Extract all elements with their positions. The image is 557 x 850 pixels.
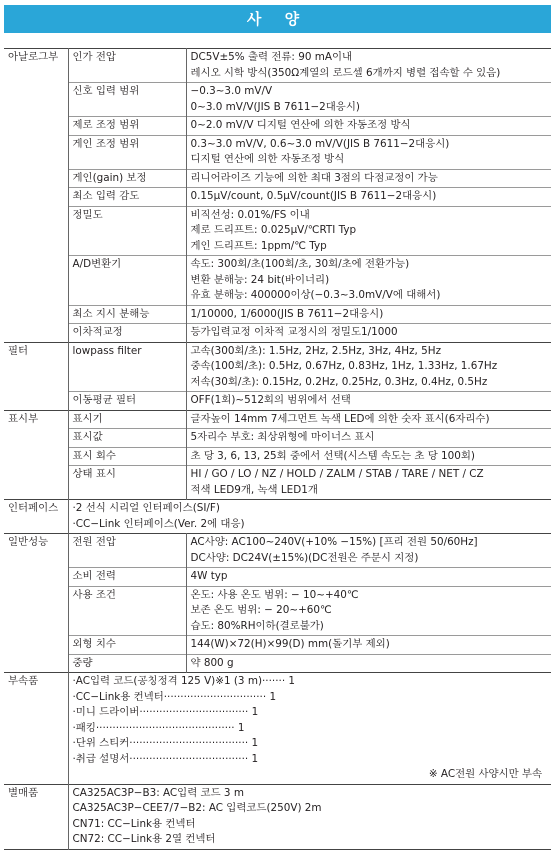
spec-value-line: ·2 선식 시리얼 인터페이스(SI/F) bbox=[72, 502, 220, 514]
spec-label: 소비 전력 bbox=[68, 568, 186, 587]
spec-value-line: CN72: CC−Link용 2열 컨넥터 bbox=[72, 833, 216, 845]
spec-label: 사용 조건 bbox=[68, 586, 186, 636]
spec-value-line: 0∼3.0 mV/V(JIS B 7611−2대응시) bbox=[190, 100, 360, 113]
spec-value bbox=[186, 135, 551, 169]
spec-value-line: −0.3∼3.0 mV/V bbox=[190, 85, 273, 97]
section-category: 별매품 bbox=[4, 784, 68, 849]
spec-value-line: ·CC−Link용 컨넥터······························· 1 bbox=[72, 690, 277, 703]
spec-row bbox=[4, 342, 551, 392]
spec-label: 표시 회수 bbox=[68, 447, 186, 466]
section-category: 아날로그부 bbox=[4, 49, 68, 343]
spec-row bbox=[4, 500, 551, 534]
spec-value-line: ·AC입력 코드(공칭정격 125 V)※1 (3 m)······· 1 bbox=[72, 675, 296, 687]
spec-value-line: CA325AC3P−CEE7/7−B2: AC 입력코드(250V) 2m bbox=[72, 802, 322, 814]
spec-row bbox=[4, 568, 551, 587]
spec-value-line: 제로 드리프트: 0.025μV/℃RTI Typ bbox=[190, 224, 357, 236]
spec-label: 이동평균 필터 bbox=[68, 392, 186, 411]
footnote: ※ AC전원 사양시만 부속 bbox=[428, 768, 542, 780]
page-title: 사 양 bbox=[4, 5, 551, 33]
spec-label: 최소 지시 분해능 bbox=[68, 305, 186, 324]
spec-table bbox=[4, 48, 551, 850]
spec-value bbox=[186, 636, 551, 655]
spec-row bbox=[4, 654, 551, 673]
spec-row bbox=[4, 636, 551, 655]
spec-row bbox=[4, 534, 551, 568]
spec-label: 신호 입력 범위 bbox=[68, 83, 186, 117]
spec-value-line: 게인 드리프트: 1ppm/℃ Typ bbox=[190, 239, 327, 252]
spec-value bbox=[186, 568, 551, 587]
spec-value bbox=[186, 324, 551, 343]
section-category: 필터 bbox=[4, 342, 68, 410]
spec-value-line: 고속(300회/초): 1.5Hz, 2Hz, 2.5Hz, 3Hz, 4Hz, 5Hz bbox=[190, 344, 442, 357]
spec-row bbox=[4, 447, 551, 466]
spec-label: 이차적교정 bbox=[68, 324, 186, 343]
spec-value-line: ·CC−Link 인터페이스(Ver. 2에 대응) bbox=[72, 517, 245, 530]
spec-value-line: 글자높이 14mm 7세그먼트 녹색 LED에 의한 숫자 표시(6자리수) bbox=[190, 412, 490, 425]
spec-value-line: 4W typ bbox=[190, 570, 228, 582]
spec-value bbox=[186, 49, 551, 83]
spec-row bbox=[4, 586, 551, 636]
spec-label: 외형 치수 bbox=[68, 636, 186, 655]
spec-value-line: 0.3∼3.0 mV/V, 0.6∼3.0 mV/V(JIS B 7611−2대응시) bbox=[190, 137, 450, 150]
spec-row bbox=[4, 169, 551, 188]
spec-value-line: 저속(30회/초): 0.15Hz, 0.2Hz, 0.25Hz, 0.3Hz, 0.4Hz, 0.5Hz bbox=[190, 375, 488, 388]
spec-row bbox=[4, 429, 551, 448]
spec-label: 인가 전압 bbox=[68, 49, 186, 83]
section-category: 표시부 bbox=[4, 410, 68, 500]
spec-row bbox=[4, 673, 551, 785]
section-category: 부속품 bbox=[4, 673, 68, 785]
section-category: 일반성능 bbox=[4, 534, 68, 673]
spec-value bbox=[68, 500, 551, 534]
spec-value-line: 온도: 사용 온도 범위: − 10∼+40℃ bbox=[190, 588, 359, 601]
spec-value bbox=[186, 429, 551, 448]
spec-label: 표시기 bbox=[68, 410, 186, 429]
spec-row bbox=[4, 188, 551, 207]
spec-value bbox=[186, 256, 551, 306]
spec-value-line: 변환 분해능: 24 bit(바이너리) bbox=[190, 273, 330, 286]
spec-value-line: 속도: 300회/초(100회/초, 30회/초에 전환가능) bbox=[190, 258, 410, 270]
spec-value-line: 중속(100회/초): 0.5Hz, 0.67Hz, 0.83Hz, 1Hz, 1.33Hz, 1.67Hz bbox=[190, 360, 498, 372]
spec-value-line: 초 당 3, 6, 13, 25회 중에서 선택(시스템 속도는 초 당 100회) bbox=[190, 449, 475, 462]
spec-value-line: 디지털 연산에 의한 자동조정 방식 bbox=[190, 153, 345, 165]
spec-value-line: ·단위 스티커···································· 1 bbox=[72, 737, 259, 749]
spec-value-line: ·미니 드라이버································· 1 bbox=[72, 706, 259, 718]
spec-row bbox=[4, 83, 551, 117]
spec-value-line: AC사양: AC100∼240V(+10% −15%) [프리 전원 50/60Hz] bbox=[190, 536, 478, 548]
spec-value-line: 약 800 g bbox=[190, 656, 234, 669]
spec-label: 제로 조정 범위 bbox=[68, 117, 186, 136]
spec-row bbox=[4, 324, 551, 343]
spec-value-line: 보존 온도 범위: − 20∼+60℃ bbox=[190, 604, 332, 616]
spec-row bbox=[4, 206, 551, 256]
spec-value-line: 144(W)×72(H)×99(D) mm(돌기부 제외) bbox=[190, 638, 390, 650]
spec-value-line: 레시오 시학 방식(350Ω계열의 로드셀 6개까지 병렬 접속할 수 있음) bbox=[190, 66, 501, 79]
spec-value bbox=[186, 305, 551, 324]
spec-label: 표시값 bbox=[68, 429, 186, 448]
spec-value-line: DC사양: DC24V(±15%)(DC전원은 주문시 지정) bbox=[190, 551, 419, 564]
spec-label: 상태 표시 bbox=[68, 466, 186, 500]
spec-row bbox=[4, 256, 551, 306]
spec-label: 정밀도 bbox=[68, 206, 186, 256]
spec-value-line: 적색 LED9개, 녹색 LED1개 bbox=[190, 483, 318, 496]
spec-value-line: CN71: CC−Link용 컨넥터 bbox=[72, 817, 196, 830]
spec-value-line: 습도: 80%RH이하(결로불가) bbox=[190, 619, 324, 632]
spec-row bbox=[4, 392, 551, 411]
spec-row bbox=[4, 466, 551, 500]
spec-label: 게인(gain) 보정 bbox=[68, 169, 186, 188]
spec-value bbox=[186, 410, 551, 429]
spec-row bbox=[4, 410, 551, 429]
spec-value bbox=[186, 342, 551, 392]
spec-row bbox=[4, 117, 551, 136]
spec-value-line: 비직선성: 0.01%/FS 이내 bbox=[190, 208, 310, 221]
spec-value-line: CA325AC3P−B3: AC입력 코드 3 m bbox=[72, 786, 244, 799]
spec-value-line: ·패킹·········································· 1 bbox=[72, 721, 245, 734]
spec-label: 전원 전압 bbox=[68, 534, 186, 568]
spec-value-line: ·취급 설명서···································· 1 bbox=[72, 752, 259, 765]
spec-label: 최소 입력 감도 bbox=[68, 188, 186, 207]
spec-value bbox=[186, 83, 551, 117]
spec-value bbox=[186, 188, 551, 207]
spec-value-line: 0.15μV/count, 0.5μV/count(JIS B 7611−2대응시) bbox=[190, 190, 437, 202]
spec-label: A/D변환기 bbox=[68, 256, 186, 306]
spec-value-line: 리니어라이즈 기능에 의한 최대 3점의 다점교정이 가능 bbox=[190, 171, 438, 184]
spec-value-line: OFF(1회)∼512회의 범위에서 선택 bbox=[190, 394, 351, 406]
spec-value bbox=[68, 673, 551, 785]
section-category: 인터페이스 bbox=[4, 500, 68, 534]
spec-value bbox=[186, 169, 551, 188]
spec-value bbox=[68, 784, 551, 849]
spec-value-line: 1/10000, 1/6000(JIS B 7611−2대응시) bbox=[190, 307, 384, 320]
spec-value bbox=[186, 534, 551, 568]
spec-value-line: 5자리수 부호: 최상위형에 마이너스 표시 bbox=[190, 431, 375, 443]
spec-value bbox=[186, 206, 551, 256]
spec-value bbox=[186, 447, 551, 466]
spec-row bbox=[4, 49, 551, 83]
spec-value bbox=[186, 392, 551, 411]
spec-label: lowpass filter bbox=[68, 342, 186, 392]
spec-value-line: 유효 분해능: 400000이상(−0.3∼3.0mV/V에 대해서) bbox=[190, 289, 441, 301]
spec-value-line: DC5V±5% 출력 전류: 90 mA이내 bbox=[190, 51, 353, 63]
spec-value bbox=[186, 117, 551, 136]
spec-row bbox=[4, 784, 551, 849]
spec-row bbox=[4, 135, 551, 169]
spec-label: 중량 bbox=[68, 654, 186, 673]
spec-value bbox=[186, 654, 551, 673]
spec-row bbox=[4, 305, 551, 324]
spec-value bbox=[186, 466, 551, 500]
spec-label: 게인 조정 범위 bbox=[68, 135, 186, 169]
spec-value-line: 등가입력교정 이차적 교정시의 정밀도1/1000 bbox=[190, 326, 398, 338]
spec-value-line: HI / GO / LO / NZ / HOLD / ZALM / STAB / TARE / NET / CZ bbox=[190, 468, 484, 480]
spec-value bbox=[186, 586, 551, 636]
spec-value-line: 0∼2.0 mV/V 디지털 연산에 의한 자동조정 방식 bbox=[190, 119, 411, 131]
